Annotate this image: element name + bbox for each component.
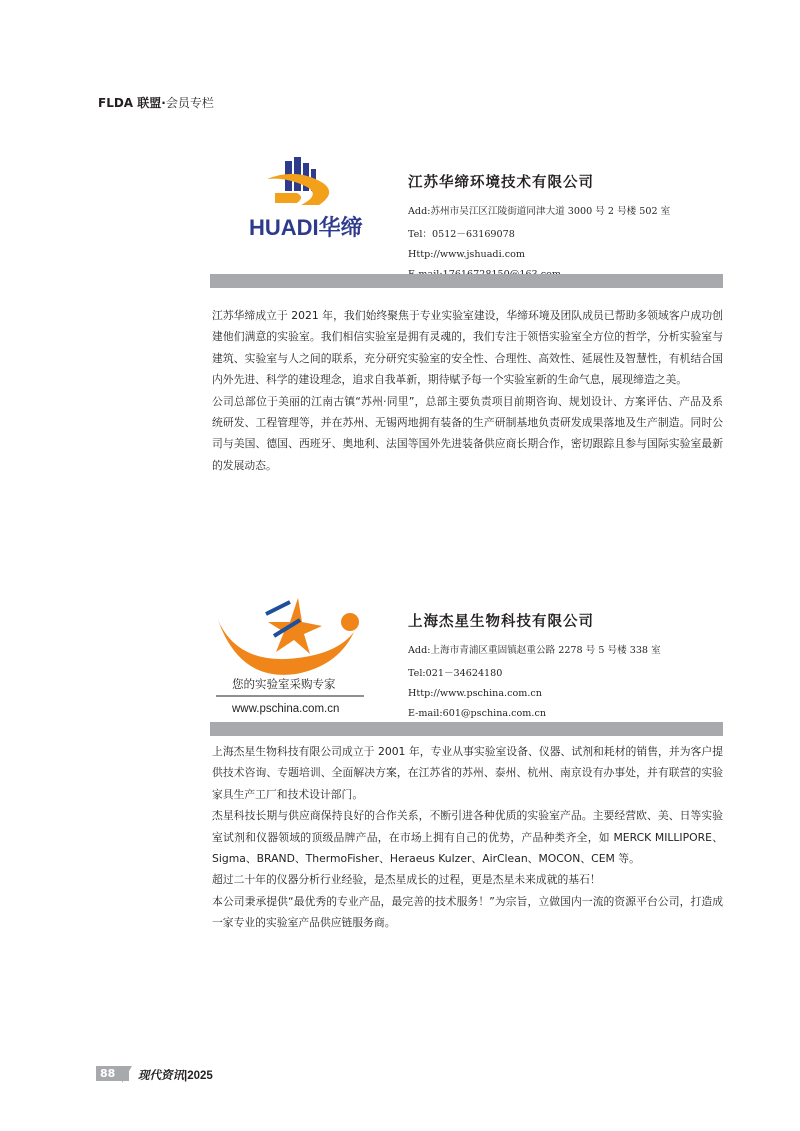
company1-tel: Tel：0512－63169078 [408, 229, 515, 240]
header-dot: · [161, 96, 166, 110]
company1-address: Add:苏州市吴江区江陵街道同津大道 3000 号 2 号楼 502 室 [408, 206, 671, 217]
page-number: 88 [96, 1066, 129, 1081]
jiexing-star-logo-icon [210, 592, 370, 720]
company2-tel: Tel:021－34624180 [408, 668, 503, 679]
company2-divider-bar [210, 722, 723, 736]
page-header [98, 94, 214, 111]
company1-paragraph: 江苏华缔成立于 2021 年，我们始终聚焦于专业实验室建设，华缔环境及团队成员已帮助多领域客户成功创建他们满意的实验室。我们相信实验室是拥有灵魂的，我们专注于领悟实验室全方位的哲学，分析实验室与建筑、实验室与人之间的联系，充分研究实验室的安全性、合理性、高效性、延展性及智慧性，有机结合国内外先进、科学的建设理念，追求自我革新，期待赋予每一个实验室新的生命气息，展现缔造之美。 [212, 309, 723, 387]
header-section: 会员专栏 [165, 96, 214, 110]
header-brand: FLDA 联盟 [98, 96, 162, 110]
magazine-title [138, 1067, 213, 1083]
company2-info [408, 610, 661, 719]
magazine-year: |2025 [184, 1070, 213, 1082]
company2-paragraph: 上海杰星生物科技有限公司成立于 2001 年，专业从事实验室设备、仪器、试剂和耗材的销售，并为客户提供技术咨询、专题培训、全面解决方案，在江苏省的苏州、泰州、杭州、南京设有办事处，并有联营的实验家具生产工厂和技术设计部门。 [212, 745, 723, 801]
company1-card [210, 157, 723, 289]
company2-name: 上海杰星生物科技有限公司 [408, 614, 594, 630]
company2-paragraph: 本公司秉承提供“最优秀的专业产品，最完善的技术服务！”为宗旨，立做国内一流的资源平台公司，打造成一家专业的实验室产品供应链服务商。 [212, 894, 723, 930]
company2-address: Add:上海市青浦区重固镇赵重公路 2278 号 5 号楼 338 室 [408, 645, 661, 656]
company1-divider-bar [210, 274, 723, 288]
svg-text:www.pschina.com.cn: www.pschina.com.cn [232, 703, 340, 715]
company2-email[interactable]: E-mail:601@pschina.com.cn [408, 708, 546, 719]
page-number-tab [122, 1066, 132, 1083]
huadi-logo [245, 157, 385, 247]
svg-text:HUADI华缔: HUADI华缔 [249, 215, 363, 240]
company1-name: 江苏华缔环境技术有限公司 [408, 175, 594, 191]
company2-website[interactable]: Http://www.pschina.com.cn [408, 688, 542, 699]
company2-paragraph: 杰星科技长期与供应商保持良好的合作关系，不断引进各种优质的实验室产品。主要经营欧、美、日等实验室试剂和仪器领域的顶级品牌产品，在市场上拥有自己的优势，产品种类齐全，如 MERCK MILLIPORE、Sigma、BRAND、ThermoFisher、Heraeus Kulzer、AirClean、MOCON、CEM 等。 [212, 809, 723, 866]
huadi-logo-icon [245, 157, 385, 243]
company2-paragraph: 超过二十年的仪器分析行业经验，是杰星成长的过程，更是杰星未来成就的基石！ [212, 873, 601, 887]
company2-card [210, 592, 723, 724]
company1-description [212, 305, 723, 476]
jiexing-logo [210, 592, 370, 724]
company1-info [408, 171, 670, 280]
company1-website[interactable]: Http://www.jshuadi.com [408, 249, 525, 260]
company1-paragraph: 公司总部位于美丽的江南古镇“苏州·同里”，总部主要负责项目前期咨询、规划设计、方案评估、产品及系统研发、工程管理等，并在苏州、无锡两地拥有装备的生产研制基地负责研发成果落地及生产制造。同时公司与美国、德国、西班牙、奥地利、法国等国外先进装备供应商长期合作，密切跟踪且参与国际实验室最新的发展动态。 [212, 394, 723, 472]
company2-description [212, 741, 723, 934]
magazine-name: 现代资讯 [138, 1068, 184, 1082]
svg-text:您的实验室采购专家: 您的实验室采购专家 [232, 677, 336, 691]
